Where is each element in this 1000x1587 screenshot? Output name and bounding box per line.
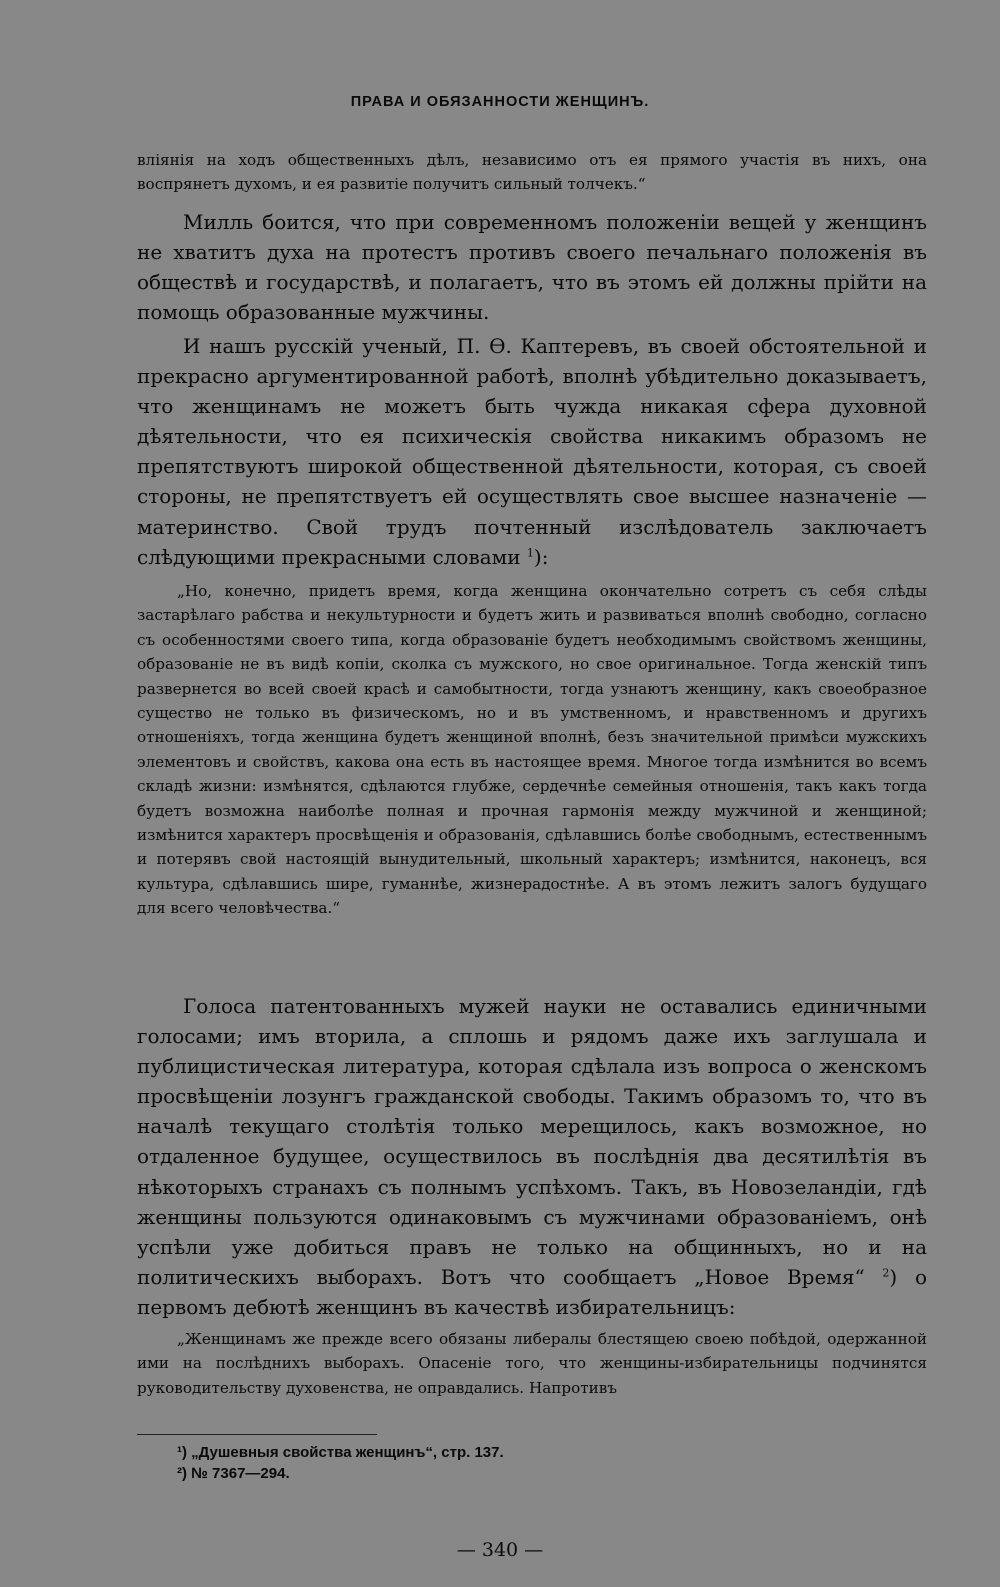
quotation-kapterev-block xyxy=(137,579,927,921)
footnote-1-text: „Душевныя свойства женщинъ“, стр. 137. xyxy=(191,1444,504,1461)
running-title: ПРАВА И ОБЯЗАННОСТИ ЖЕНЩИНЪ. xyxy=(350,94,650,110)
quote-continuation: вліянія на ходъ общественныхъ дѣлъ, независимо отъ ея прямого участія въ нихъ, она воспрянетъ духомъ, и ея развитіе получитъ сильный толчекъ.“ xyxy=(137,151,927,194)
quotation-newtime: „Женщинамъ же прежде всего обязаны либералы блестящею своею побѣдой, одержанной ими на послѣднихъ выборахъ. Опасеніе того, что женщины-избирательницы подчинятся руководительству духовенства, не оправдались. Напротивъ xyxy=(137,1330,927,1397)
paragraph-kapterev-text: И нашъ русскій ученый, П. Ѳ. Каптеревъ, въ своей обстоятельной и прекрасно аргументированной работѣ, вполнѣ убѣдительно доказываетъ, что женщинамъ не можетъ быть чужда никакая сфера духовной дѣятельности, что ея психическія свойства никакимъ образомъ не препятствуютъ широкой общественной дѣятельности, которая, съ своей стороны, не препятствуетъ ей осуществлять свое высшее назначеніе — материнство. Свой трудъ почтенный изслѣдователь заключаетъ слѣдующими прекрасными словами xyxy=(137,334,927,569)
paragraph-kapterev xyxy=(137,331,927,572)
quote-continuation-block xyxy=(137,148,927,197)
footnote-2-text: № 7367—294. xyxy=(191,1465,290,1482)
footnote-rule xyxy=(137,1434,377,1435)
page-number: — 340 — xyxy=(456,1539,544,1561)
paragraph-voices xyxy=(137,991,927,1322)
paragraph-mill: Милль боится, что при современномъ положеніи вещей у женщинъ не хватитъ духа на протестъ противъ своего печальнаго положенія въ обществѣ и государствѣ, и полагаетъ, что въ этомъ ей должны прійти на помощь образованные мужчины. xyxy=(137,210,927,325)
paragraph-voices-block xyxy=(137,991,927,1322)
paragraph-kapterev-block xyxy=(137,331,927,572)
footnote-2 xyxy=(177,1463,504,1484)
paragraph-kapterev-end: ): xyxy=(533,544,549,569)
footnote-ref-2: 2 xyxy=(882,1266,890,1280)
paragraph-voices-end: ) о первомъ дебютѣ женщинъ въ качествѣ избирательницъ: xyxy=(137,1264,927,1319)
paragraph-voices-text: Голоса патентованныхъ мужей науки не оставались единичными голосами; имъ вторила, а сплошь и рядомъ даже ихъ заглушала и публицистическая литература, которая сдѣлала изъ вопроса о женскомъ просвѣщеніи лозунгъ гражданской свободы. Такимъ образомъ то, что въ началѣ текущаго столѣтія только мерещилось, какъ возможное, но отдаленное будущее, осуществилось въ послѣднія два десятилѣтія въ нѣкоторыхъ странахъ съ полнымъ успѣхомъ. Такъ, въ Новозеландіи, гдѣ женщины пользуются одинаковымъ съ мужчинами образованіемъ, онѣ успѣли уже добиться правъ не только на общинныхъ, но и на политическихъ выборахъ. Вотъ что сообщаетъ „Новое Время“ xyxy=(137,994,927,1289)
footnotes xyxy=(177,1442,504,1484)
footnote-ref-1: 1 xyxy=(526,546,534,559)
quotation-kapterev: „Но, конечно, придетъ время, когда женщина окончательно сотретъ съ себя слѣды застарѣлаго рабства и некультурности и будетъ жить и развиваться вполнѣ свободно, согласно съ особенностями своего типа, когда образованіе будетъ необходимымъ свойствомъ женщины, образованіе не въ видѣ копіи, сколка съ мужского, но свое оригинальное. Тогда женскій типъ развернется во всей своей красѣ и самобытности, тогда узнаютъ женщину, какъ своеобразное существо не только въ физическомъ, но и въ умственномъ, и нравственномъ и другихъ отношеніяхъ, тогда женщина будетъ женщиной вполнѣ, безъ значительной примѣси мужскихъ элементовъ и свойствъ, какова она есть въ настоящее время. Многое тогда измѣнится во всемъ складѣ жизни: измѣнятся, сдѣлаются глубже, сердечнѣе семейныя отношенія, такъ какъ тогда будетъ возможна наиболѣе полная и прочная гармонія между мужчиной и женщиной; измѣнится характеръ просвѣщенія и образованія, сдѣлавшись болѣе свободнымъ, естественнымъ и потерявъ свой настоящій вынудительный, школьный характеръ; измѣнится, наконецъ, вся культура, сдѣлавшись шире, гуманнѣе, жизнерадостнѣе. А въ этомъ лежитъ залогъ будущаго для всего человѣчества.“ xyxy=(137,582,927,918)
quotation-newtime-block xyxy=(137,1327,927,1400)
footnote-2-mark: ²) xyxy=(177,1465,187,1482)
paragraph-mill-block xyxy=(137,207,927,327)
footnote-1 xyxy=(177,1442,504,1463)
footnote-1-mark: ¹) xyxy=(177,1444,187,1461)
